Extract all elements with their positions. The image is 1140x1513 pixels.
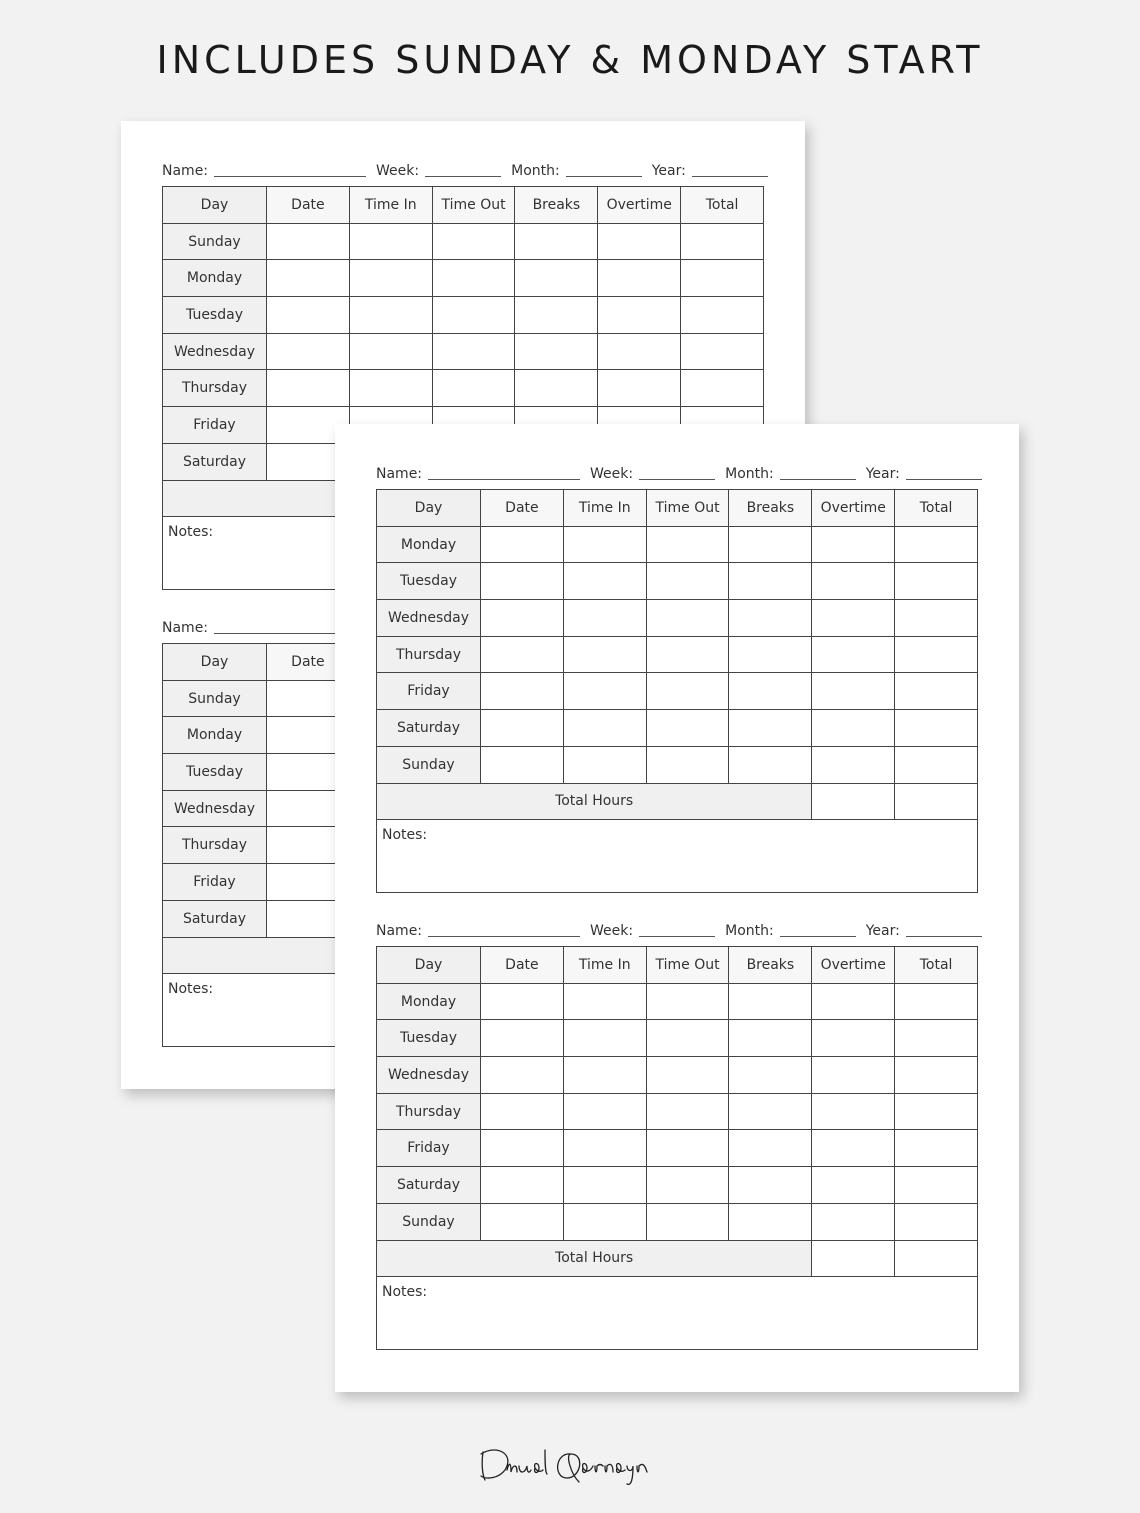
- day-cell: Saturday: [377, 1167, 481, 1204]
- week-label: Week:: [376, 163, 420, 179]
- entry-cell[interactable]: [729, 1093, 812, 1130]
- page-headline: INCLUDES SUNDAY & MONDAY START: [156, 38, 984, 82]
- month-label: Month:: [725, 466, 774, 482]
- table-row: [377, 1130, 978, 1167]
- entry-cell[interactable]: [895, 673, 978, 710]
- year-blank-line[interactable]: [692, 176, 768, 177]
- entry-cell[interactable]: [812, 1203, 895, 1240]
- entry-cell[interactable]: [598, 260, 681, 297]
- entry-cell[interactable]: [349, 223, 432, 260]
- table-row: [163, 223, 764, 260]
- year-field[interactable]: [652, 163, 768, 179]
- entry-cell[interactable]: [481, 1057, 564, 1094]
- column-header: Time Out: [432, 187, 515, 224]
- table-row: [377, 526, 978, 563]
- entry-cell[interactable]: [812, 1057, 895, 1094]
- table-row: [377, 710, 978, 747]
- entry-cell[interactable]: [563, 1203, 646, 1240]
- column-header-row: [377, 947, 978, 984]
- table-row: [377, 1093, 978, 1130]
- timesheet-header: [376, 460, 978, 482]
- table-row: [163, 260, 764, 297]
- grand-total-cell[interactable]: [895, 783, 978, 820]
- table-row: [377, 600, 978, 637]
- entry-cell[interactable]: [812, 673, 895, 710]
- entry-cell[interactable]: [267, 333, 350, 370]
- name-field[interactable]: [376, 466, 580, 482]
- entry-cell[interactable]: [812, 746, 895, 783]
- entry-cell[interactable]: [432, 370, 515, 407]
- column-header: Day: [163, 644, 267, 681]
- entry-cell[interactable]: [646, 673, 729, 710]
- entry-cell[interactable]: [646, 526, 729, 563]
- entry-cell[interactable]: [481, 710, 564, 747]
- entry-cell[interactable]: [812, 636, 895, 673]
- entry-cell[interactable]: [267, 370, 350, 407]
- column-header: Overtime: [598, 187, 681, 224]
- name-label: Name:: [162, 620, 209, 636]
- entry-cell[interactable]: [729, 1057, 812, 1094]
- entry-cell[interactable]: [481, 1203, 564, 1240]
- entry-cell[interactable]: [812, 983, 895, 1020]
- entry-cell[interactable]: [646, 600, 729, 637]
- entry-cell[interactable]: [481, 1093, 564, 1130]
- entry-cell[interactable]: [646, 1167, 729, 1204]
- day-cell: Wednesday: [377, 1057, 481, 1094]
- table-row: [377, 746, 978, 783]
- entry-cell[interactable]: [812, 1093, 895, 1130]
- table-row: [163, 333, 764, 370]
- notes-area[interactable]: Notes:: [377, 820, 978, 893]
- entry-cell[interactable]: [563, 636, 646, 673]
- column-header: Total: [895, 947, 978, 984]
- entry-cell[interactable]: [563, 746, 646, 783]
- month-label: Month:: [725, 923, 774, 939]
- day-cell: Tuesday: [163, 754, 267, 791]
- entry-cell[interactable]: [895, 526, 978, 563]
- entry-cell[interactable]: [681, 260, 764, 297]
- entry-cell[interactable]: [729, 1020, 812, 1057]
- entry-cell[interactable]: [515, 333, 598, 370]
- day-cell: Monday: [377, 526, 481, 563]
- name-field[interactable]: [376, 923, 580, 939]
- entry-cell[interactable]: [895, 1167, 978, 1204]
- column-header: Day: [163, 187, 267, 224]
- total-hours-row: [377, 783, 978, 820]
- day-cell: Thursday: [163, 827, 267, 864]
- entry-cell[interactable]: [598, 297, 681, 334]
- column-header: Time In: [349, 187, 432, 224]
- entry-cell[interactable]: [267, 260, 350, 297]
- name-label: Name:: [376, 923, 423, 939]
- entry-cell[interactable]: [646, 1130, 729, 1167]
- entry-cell[interactable]: [481, 673, 564, 710]
- timesheet-table: [376, 489, 978, 893]
- signature-logo: [475, 1440, 665, 1490]
- entry-cell[interactable]: [481, 1130, 564, 1167]
- column-header: Time Out: [646, 947, 729, 984]
- notes-area[interactable]: Notes:: [163, 974, 764, 1047]
- day-cell: Wednesday: [163, 790, 267, 827]
- entry-cell[interactable]: [812, 1020, 895, 1057]
- day-cell: Thursday: [377, 1093, 481, 1130]
- name-field[interactable]: [162, 163, 366, 179]
- entry-cell[interactable]: [349, 297, 432, 334]
- year-field[interactable]: [866, 923, 982, 939]
- day-cell: Friday: [163, 864, 267, 901]
- overtime-total-cell[interactable]: [812, 1240, 895, 1277]
- entry-cell[interactable]: [598, 223, 681, 260]
- entry-cell[interactable]: [895, 636, 978, 673]
- day-cell: Saturday: [163, 900, 267, 937]
- year-label: Year:: [865, 923, 900, 939]
- entry-cell[interactable]: [267, 297, 350, 334]
- month-blank-line[interactable]: [780, 936, 856, 937]
- notes-area[interactable]: Notes:: [163, 517, 764, 590]
- month-field[interactable]: [725, 923, 856, 939]
- total-hours-row: [377, 1240, 978, 1277]
- entry-cell[interactable]: [481, 563, 564, 600]
- overtime-total-cell[interactable]: [812, 783, 895, 820]
- entry-cell[interactable]: [563, 1130, 646, 1167]
- year-blank-line[interactable]: [906, 936, 982, 937]
- entry-cell[interactable]: [432, 333, 515, 370]
- week-field[interactable]: [590, 923, 715, 939]
- entry-cell[interactable]: [812, 563, 895, 600]
- entry-cell[interactable]: [729, 563, 812, 600]
- entry-cell[interactable]: [895, 1057, 978, 1094]
- entry-cell[interactable]: [563, 1020, 646, 1057]
- day-cell: Tuesday: [163, 297, 267, 334]
- week-label: Week:: [590, 466, 634, 482]
- day-cell: Friday: [377, 1130, 481, 1167]
- entry-cell[interactable]: [515, 297, 598, 334]
- entry-cell[interactable]: [349, 260, 432, 297]
- entry-cell[interactable]: [729, 636, 812, 673]
- entry-cell[interactable]: [895, 1130, 978, 1167]
- year-field[interactable]: [866, 466, 982, 482]
- entry-cell[interactable]: [895, 710, 978, 747]
- table-row: [377, 636, 978, 673]
- day-cell: Sunday: [163, 680, 267, 717]
- day-cell: Monday: [377, 983, 481, 1020]
- year-label: Year:: [865, 466, 900, 482]
- entry-cell[interactable]: [515, 260, 598, 297]
- entry-cell[interactable]: [481, 983, 564, 1020]
- entry-cell[interactable]: [563, 983, 646, 1020]
- timesheet-header: [376, 917, 978, 939]
- entry-cell[interactable]: [515, 370, 598, 407]
- entry-cell[interactable]: [432, 260, 515, 297]
- month-field[interactable]: [511, 163, 642, 179]
- day-cell: Saturday: [163, 443, 267, 480]
- column-header: Breaks: [515, 187, 598, 224]
- column-header: Breaks: [729, 947, 812, 984]
- table-row: [377, 673, 978, 710]
- table-row: [163, 297, 764, 334]
- entry-cell[interactable]: [563, 1167, 646, 1204]
- day-cell: Tuesday: [377, 1020, 481, 1057]
- timesheet-header: [162, 157, 764, 179]
- entry-cell[interactable]: [812, 1167, 895, 1204]
- entry-cell[interactable]: [895, 600, 978, 637]
- entry-cell[interactable]: [563, 710, 646, 747]
- column-header: Time In: [563, 947, 646, 984]
- day-cell: Wednesday: [377, 600, 481, 637]
- entry-cell[interactable]: [563, 1093, 646, 1130]
- week-blank-line[interactable]: [639, 479, 715, 480]
- timesheet-table: [376, 946, 978, 1350]
- entry-cell[interactable]: [646, 983, 729, 1020]
- entry-cell[interactable]: [812, 600, 895, 637]
- entry-cell[interactable]: [729, 600, 812, 637]
- brand-signature: [0, 1440, 1140, 1494]
- column-header: Time In: [563, 490, 646, 527]
- name-blank-line[interactable]: [214, 176, 366, 177]
- entry-cell[interactable]: [895, 563, 978, 600]
- entry-cell[interactable]: [812, 1130, 895, 1167]
- entry-cell[interactable]: [895, 1093, 978, 1130]
- name-blank-line[interactable]: [428, 479, 580, 480]
- name-blank-line[interactable]: [428, 936, 580, 937]
- week-field[interactable]: [376, 163, 501, 179]
- grand-total-cell[interactable]: [895, 1240, 978, 1277]
- entry-cell[interactable]: [349, 370, 432, 407]
- entry-cell[interactable]: [563, 563, 646, 600]
- entry-cell[interactable]: [895, 746, 978, 783]
- day-cell: Thursday: [377, 636, 481, 673]
- name-label: Name:: [376, 466, 423, 482]
- timesheet-block: [376, 917, 978, 1350]
- day-cell: Thursday: [163, 370, 267, 407]
- day-cell: Saturday: [377, 710, 481, 747]
- entry-cell[interactable]: [729, 1167, 812, 1204]
- table-row: [377, 1203, 978, 1240]
- column-header: Breaks: [729, 490, 812, 527]
- month-label: Month:: [511, 163, 560, 179]
- entry-cell[interactable]: [895, 983, 978, 1020]
- column-header: Date: [481, 947, 564, 984]
- day-cell: Monday: [163, 260, 267, 297]
- timesheet-block: [376, 460, 978, 893]
- entry-cell[interactable]: [681, 223, 764, 260]
- table-row: [377, 983, 978, 1020]
- column-header: Day: [377, 490, 481, 527]
- entry-cell[interactable]: [563, 600, 646, 637]
- column-header: Overtime: [812, 490, 895, 527]
- entry-cell[interactable]: [729, 983, 812, 1020]
- entry-cell[interactable]: [646, 636, 729, 673]
- week-label: Week:: [590, 923, 634, 939]
- entry-cell[interactable]: [681, 333, 764, 370]
- name-label: Name:: [162, 163, 209, 179]
- column-header: Date: [267, 187, 350, 224]
- entry-cell[interactable]: [729, 1130, 812, 1167]
- entry-cell[interactable]: [267, 223, 350, 260]
- entry-cell[interactable]: [563, 526, 646, 563]
- year-blank-line[interactable]: [906, 479, 982, 480]
- entry-cell[interactable]: [729, 746, 812, 783]
- day-cell: Wednesday: [163, 333, 267, 370]
- column-header: Date: [267, 644, 350, 681]
- day-cell: Tuesday: [377, 563, 481, 600]
- month-blank-line[interactable]: [566, 176, 642, 177]
- table-row: [377, 1057, 978, 1094]
- entry-cell[interactable]: [646, 1057, 729, 1094]
- entry-cell[interactable]: [349, 333, 432, 370]
- entry-cell[interactable]: [895, 1203, 978, 1240]
- entry-cell[interactable]: [563, 1057, 646, 1094]
- entry-cell[interactable]: [515, 223, 598, 260]
- month-blank-line[interactable]: [780, 479, 856, 480]
- entry-cell[interactable]: [481, 600, 564, 637]
- entry-cell[interactable]: [598, 370, 681, 407]
- entry-cell[interactable]: [432, 297, 515, 334]
- entry-cell[interactable]: [481, 746, 564, 783]
- day-cell: Sunday: [377, 746, 481, 783]
- column-header: Overtime: [812, 947, 895, 984]
- entry-cell[interactable]: [646, 1093, 729, 1130]
- entry-cell[interactable]: [563, 673, 646, 710]
- day-cell: Monday: [163, 717, 267, 754]
- column-header: Time Out: [646, 490, 729, 527]
- total-hours-label: Total Hours: [377, 783, 812, 820]
- entry-cell[interactable]: [729, 673, 812, 710]
- notes-row: [377, 820, 978, 893]
- total-hours-label: Total Hours: [377, 1240, 812, 1277]
- entry-cell[interactable]: [681, 370, 764, 407]
- week-blank-line[interactable]: [425, 176, 501, 177]
- entry-cell[interactable]: [812, 710, 895, 747]
- day-cell: Sunday: [163, 223, 267, 260]
- table-row: [163, 370, 764, 407]
- table-row: [377, 563, 978, 600]
- entry-cell[interactable]: [729, 710, 812, 747]
- entry-cell[interactable]: [646, 1020, 729, 1057]
- table-row: [377, 1167, 978, 1204]
- week-blank-line[interactable]: [639, 936, 715, 937]
- column-header-row: [377, 490, 978, 527]
- day-cell: Friday: [377, 673, 481, 710]
- entry-cell[interactable]: [432, 223, 515, 260]
- entry-cell[interactable]: [646, 746, 729, 783]
- entry-cell[interactable]: [481, 1020, 564, 1057]
- entry-cell[interactable]: [895, 1020, 978, 1057]
- entry-cell[interactable]: [681, 297, 764, 334]
- notes-row: [377, 1277, 978, 1350]
- column-header: Total: [895, 490, 978, 527]
- entry-cell[interactable]: [729, 526, 812, 563]
- month-field[interactable]: [725, 466, 856, 482]
- column-header: Date: [481, 490, 564, 527]
- entry-cell[interactable]: [481, 1167, 564, 1204]
- entry-cell[interactable]: [598, 333, 681, 370]
- year-label: Year:: [651, 163, 686, 179]
- entry-cell[interactable]: [729, 1203, 812, 1240]
- day-cell: Sunday: [377, 1203, 481, 1240]
- notes-area[interactable]: Notes:: [377, 1277, 978, 1350]
- table-row: [377, 1020, 978, 1057]
- entry-cell[interactable]: [481, 636, 564, 673]
- day-cell: Friday: [163, 407, 267, 444]
- column-header: Day: [377, 947, 481, 984]
- week-field[interactable]: [590, 466, 715, 482]
- entry-cell[interactable]: [481, 526, 564, 563]
- entry-cell[interactable]: [646, 1203, 729, 1240]
- column-header-row: [163, 187, 764, 224]
- entry-cell[interactable]: [646, 710, 729, 747]
- entry-cell[interactable]: [646, 563, 729, 600]
- column-header: Total: [681, 187, 764, 224]
- sheet-monday-start: [335, 424, 1019, 1392]
- entry-cell[interactable]: [812, 526, 895, 563]
